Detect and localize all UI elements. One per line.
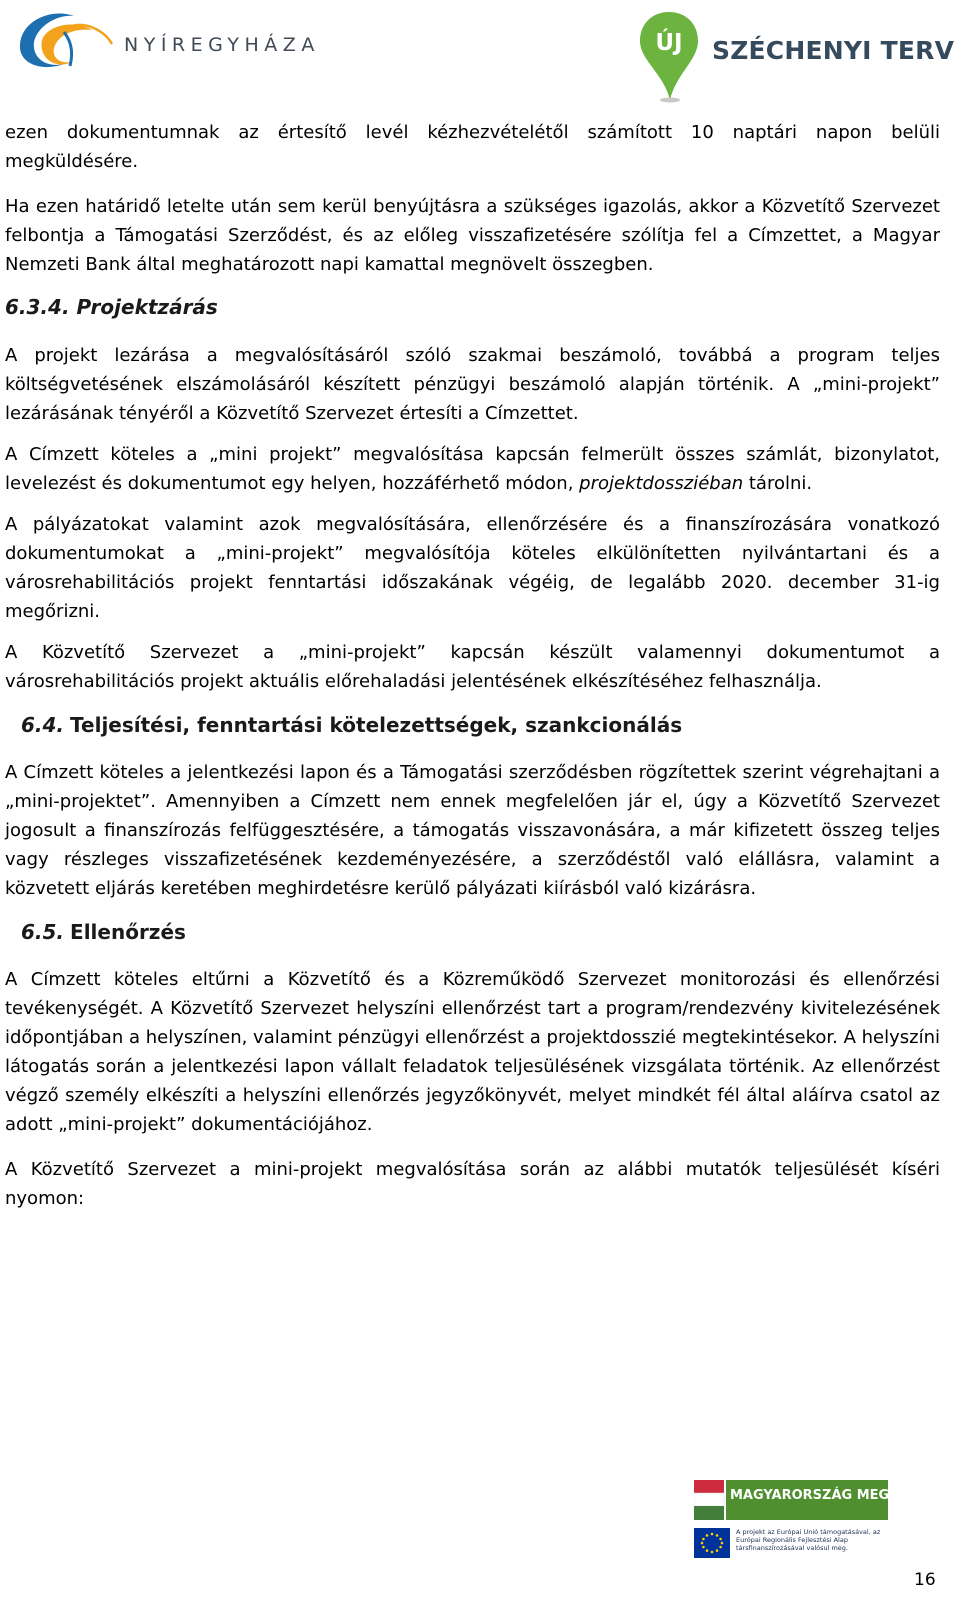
paragraph: A Közvetítő Szervezet a „mini-projekt” kapcsán készült valamennyi dokumentumot a városrehabilitációs projekt aktuális előrehaladási jelentésének elkészítéséhez felhasználja. [5,642,940,692]
eu-funding-notice [694,1528,894,1564]
uj-badge: ÚJ [655,30,683,56]
document-body [5,118,940,1213]
nyiregyhaza-wordmark: NYÍREGYHÁZA [124,34,320,56]
page-number: 16 [914,1570,936,1590]
paragraph: A projekt lezárása a megvalósításáról szóló szakmai beszámoló, továbbá a program teljes költségvetésének elszámolásáról készített pénzügyi beszámoló alapján történik. A „mini-projekt” lezárásának tényéről a Közvetítő Szervezet értesíti a Címzettet. [5,345,940,424]
paragraph: ezen dokumentumnak az értesítő levél kézhezvételétől számított 10 naptári napon belüli megküldésére. [5,122,940,172]
page-header [0,0,960,110]
section-heading-6-3-4: 6.3.4. Projektzárás [5,295,218,319]
section-title: Teljesítési, fenntartási kötelezettségek, szankcionálás [70,713,683,737]
magyarorszag-megujul-text: MAGYARORSZÁG MEGÚJUL [730,1488,924,1503]
nyiregyhaza-emblem-icon [12,6,122,76]
section-heading-6-4 [21,710,940,740]
magyarorszag-megujul-logo [694,1480,924,1520]
paragraph: A Közvetítő Szervezet a mini-projekt megvalósítása során az alábbi mutatók teljesülését kíséri nyomon: [5,1159,940,1209]
paragraph-emphasis: projektdossziéban [579,473,744,494]
uj-szechenyi-terv-logo [640,8,955,103]
section-number: 6.5. [21,920,65,944]
section-heading-6-5 [21,917,940,947]
paragraph: A pályázatokat valamint azok megvalósítására, ellenőrzésére és a finanszírozására vonatkozó dokumentumokat a „mini-projekt” megvalósítója köteles elkülönítetten nyilvántartani és a városrehabilitációs projekt fenntartási időszakának végéig, de legalább 2020. december 31-ig megőrizni. [5,514,940,622]
paragraph [5,440,940,498]
section-number: 6.4. [21,713,65,737]
nyiregyhaza-logo [12,6,342,76]
paragraph: A Címzett köteles a jelentkezési lapon és a Támogatási szerződésben rögzítettek szerint végrehajtani a „mini-projektet”. Amennyiben a Címzett nem ennek megfelelően jár el, úgy a Közvetítő Szervezet jogosult a finanszírozás felfüggesztésére, a támogatás visszavonására, a már kifizetett összeg teljes vagy részleges visszafizetésének kezdeményezésére, a szerződéstől való elállásra, valamint a közvetett eljárás keretében meghirdetésre kerülő pályázati kiírásból való kizárásra. [5,762,940,899]
paragraph-text: A Címzett köteles a „mini projekt” megvalósítása kapcsán felmerült összes számlát, bizonylatot, levelezést és dokumentumot egy helyen, hozzáférhető módon, [5,444,940,494]
paragraph-text: tárolni. [743,473,813,494]
section-title: Ellenőrzés [70,920,186,944]
eu-flag-icon [694,1528,730,1558]
paragraph: Ha ezen határidő letelte után sem kerül benyújtásra a szükséges igazolás, akkor a Közvetítő Szervezet felbontja a Támogatási Szerződést, és az előleg visszafizetésére szólítja fel a Címzettet, a Magyar Nemzeti Bank által meghatározott napi kamattal megnövelt összegben. [5,196,940,275]
paragraph: A Címzett köteles eltűrni a Közvetítő és a Közreműködő Szervezet monitorozási és ellenőrzési tevékenységét. A Közvetítő Szervezet helyszíni ellenőrzést tart a program/rendezvény kivitelezésének időpontjában a helyszínen, valamint pénzügyi ellenőrzést a projektdosszié megtekintésekor. A helyszíni látogatás során a jelentkezési lapon vállalt feladatok teljesülésének vizsgálata történik. Az ellenőrzést végző személy elkészíti a helyszíni ellenőrzés jegyzőkönyvét, melyet mindkét fél által aláírva csatol az adott „mini-projekt” dokumentációjához. [5,969,940,1135]
szechenyi-terv-wordmark: SZÉCHENYI TERV [712,36,955,65]
eu-funding-text: A projekt az Európai Unió támogatásával, az Európai Regionális Fejlesztési Alap társfinanszírozásával valósul meg. [736,1528,881,1552]
